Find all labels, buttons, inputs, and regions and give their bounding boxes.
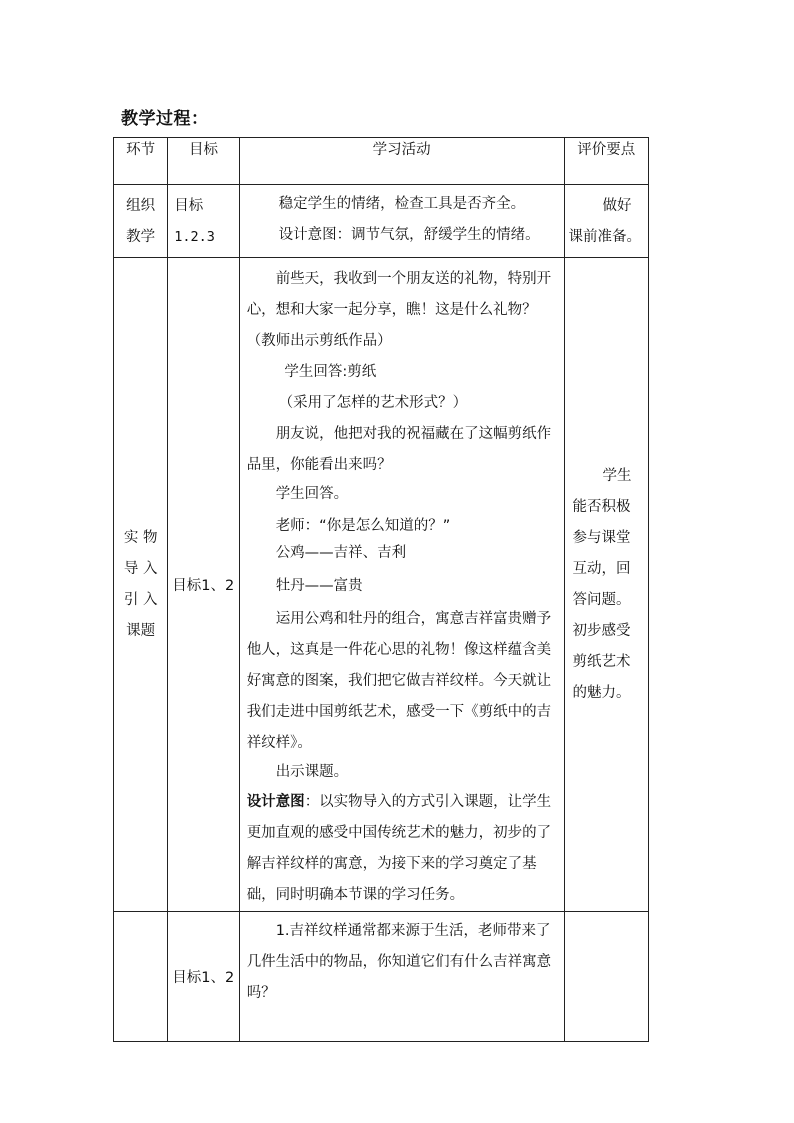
goal-line: 1.2.3: [174, 229, 215, 245]
activity-paragraph: 前些天，我收到一个朋友送的礼物，特别开心，想和大家一起分享，瞧！这是什么礼物？（教师出示剪纸作品）: [246, 271, 552, 349]
activity-paragraph: 公鸡——吉祥、吉利: [275, 545, 407, 561]
header-evaluation: 评价要点: [564, 138, 649, 185]
evaluation-cell: [564, 258, 649, 912]
table-row: [114, 185, 649, 258]
goal-cell: [168, 912, 239, 1042]
section-cell: [114, 258, 168, 912]
section-line: 导 入: [123, 560, 158, 577]
evaluation-line: 能否积极: [572, 498, 631, 515]
design-intent-text: ：以实物导入的方式引入课题，让学生更加直观的感受中国传统艺术的魅力，初步的了解吉祥纹样的寓意，为接下来的学习奠定了基础，同时明确本节课的学习任务。: [246, 794, 552, 903]
evaluation-line: 剪纸艺术: [572, 653, 631, 670]
design-intent-label: 设计意图: [246, 794, 305, 810]
lesson-process-table: [113, 137, 649, 1042]
evaluation-line: 答问题。: [572, 591, 631, 608]
section-line: 引 入: [123, 591, 158, 608]
goal-text: 目标1、2: [172, 970, 235, 986]
activity-paragraph: 老师：“你是怎么知道的？”: [275, 518, 451, 534]
evaluation-line: 互动，回: [572, 560, 631, 577]
page-heading: 教学过程：: [121, 109, 209, 129]
table-row: [114, 258, 649, 912]
activity-cell: [239, 258, 564, 912]
activity-paragraph: 朋友说，他把对我的祝福藏在了这幅剪纸作品里，你能看出来吗？: [246, 426, 552, 473]
activity-paragraph: 学生回答:剪纸: [284, 364, 377, 380]
activity-paragraph: 稳定学生的情绪，检查工具是否齐全。: [278, 196, 526, 212]
section-cell: [114, 185, 168, 258]
activity-paragraph: 出示课题。: [275, 764, 349, 780]
header-goal: 目标: [168, 138, 239, 185]
design-intent-paragraph: [247, 787, 557, 911]
goal-cell: [168, 185, 239, 258]
section-line: 教学: [126, 229, 156, 245]
section-line: 实 物: [123, 529, 158, 546]
activity-paragraph: 运用公鸡和牡丹的组合，寓意吉祥富贵赠予他人，这真是一件花心思的礼物！像这样蕴含美好寓意的图案，我们把它做吉祥纹样。今天就让我们走进中国剪纸艺术，感受一下《剪纸中的吉祥纹样》。: [246, 611, 552, 751]
activity-paragraph: 学生回答。: [275, 486, 349, 502]
activity-cell: [239, 185, 564, 258]
table-header-row: [114, 138, 649, 185]
evaluation-cell: [564, 185, 649, 258]
evaluation-line: 学生: [602, 467, 632, 484]
section-cell: [114, 912, 168, 1042]
goal-line: 目标: [174, 198, 204, 214]
evaluation-line: 课前准备。: [568, 229, 641, 245]
header-section: 环节: [114, 138, 168, 185]
goal-cell: [168, 258, 239, 912]
activity-paragraph: 设计意图：调节气氛，舒缓学生的情绪。: [278, 227, 540, 243]
section-line: 组织: [126, 198, 156, 214]
evaluation-line: 做好: [602, 198, 632, 214]
evaluation-line: 的魅力。: [572, 684, 631, 701]
section-line: 课题: [126, 622, 156, 639]
goal-text: 目标1、2: [172, 578, 235, 594]
header-activity: 学习活动: [239, 138, 564, 185]
activity-paragraph: （采用了怎样的艺术形式？）: [278, 395, 468, 411]
activity-paragraph: 1.吉祥纹样通常都来源于生活，老师带来了几件生活中的物品，你知道它们有什么吉祥寓意吗？: [246, 923, 552, 1001]
table-row: [114, 912, 649, 1042]
evaluation-line: 参与课堂: [572, 529, 631, 546]
activity-cell: [239, 912, 564, 1042]
evaluation-line: 初步感受: [572, 622, 631, 639]
evaluation-cell: [564, 912, 649, 1042]
activity-paragraph: 牡丹——富贵: [275, 578, 363, 594]
